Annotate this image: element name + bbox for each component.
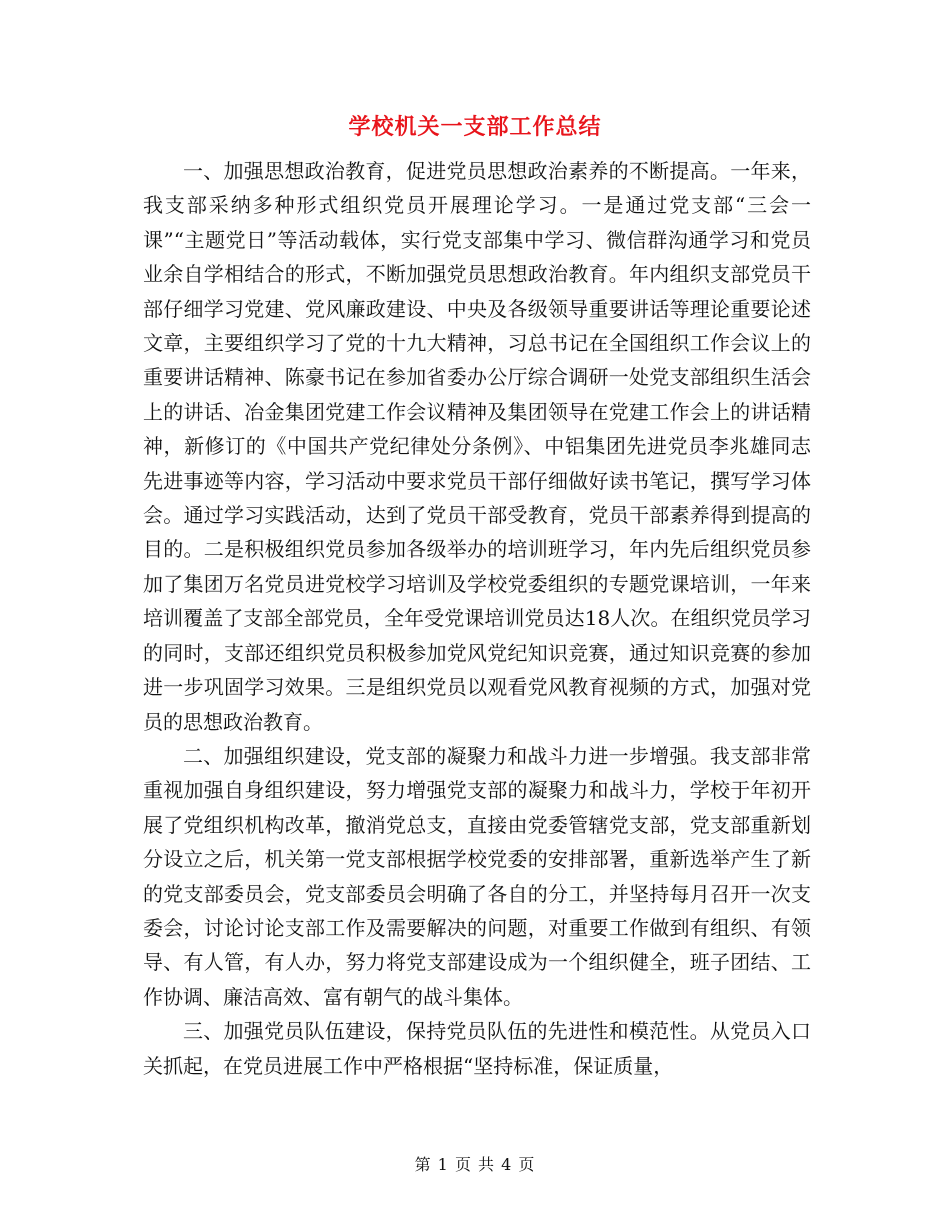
- document-body: [143, 154, 811, 1083]
- document-title: 学校机关一支部工作总结: [348, 114, 602, 140]
- paragraph-1: 一、加强思想政治教育，促进党员思想政治素养的不断提高。一年来，我支部采纳多种形式组织党员开展理论学习。一是通过党支部“三会一课”“主题党日”等活动载体，实行党支部集中学习、微信群沟通学习和党员业余自学相结合的形式，不断加强党员思想政治教育。年内组织支部党员干部仔细学习党建、党风廉政建设、中央及各级领导重要讲话等理论重要论述文章，主要组织学习了党的十九大精神，习总书记在全国组织工作会议上的重要讲话精神、陈豪书记在参加省委办公厅综合调研一处党支部组织生活会上的讲话、冶金集团党建工作会议精神及集团领导在党建工作会上的讲话精神，新修订的《中国共产党纪律处分条例》、中铝集团先进党员李兆雄同志先进事迹等内容，学习活动中要求党员干部仔细做好读书笔记，撰写学习体会。通过学习实践活动，达到了党员干部受教育，党员干部素养得到提高的目的。二是积极组织党员参加各级举办的培训班学习，年内先后组织党员参加了集团万名党员进党校学习培训及学校党委组织的专题党课培训，一年来培训覆盖了支部全部党员，全年受党课培训党员达18人次。在组织党员学习的同时，支部还组织党员积极参加党风党纪知识竞赛，通过知识竞赛的参加进一步巩固学习效果。三是组织党员以观看党风教育视频的方式，加强对党员的思想政治教育。: [143, 159, 811, 734]
- page-number-footer: 第 1 页 共 4 页: [414, 1155, 536, 1174]
- paragraph-3: 三、加强党员队伍建设，保持党员队伍的先进性和模范性。从党员入口关抓起，在党员进展工作中严格根据“坚持标准，保证质量，: [143, 1019, 811, 1078]
- paragraph-2: 二、加强组织建设，党支部的凝聚力和战斗力进一步增强。我支部非常重视加强自身组织建设，努力增强党支部的凝聚力和战斗力，学校于年初开展了党组织机构改革，撤消党总支，直接由党委管辖党支部，党支部重新划分设立之后，机关第一党支部根据学校党委的安排部署，重新选举产生了新的党支部委员会，党支部委员会明确了各自的分工，并坚持每月召开一次支委会，讨论讨论支部工作及需要解决的问题，对重要工作做到有组织、有领导、有人管，有人办，努力将党支部建设成为一个组织健全，班子团结、工作协调、廉洁高效、富有朝气的战斗集体。: [143, 743, 811, 1009]
